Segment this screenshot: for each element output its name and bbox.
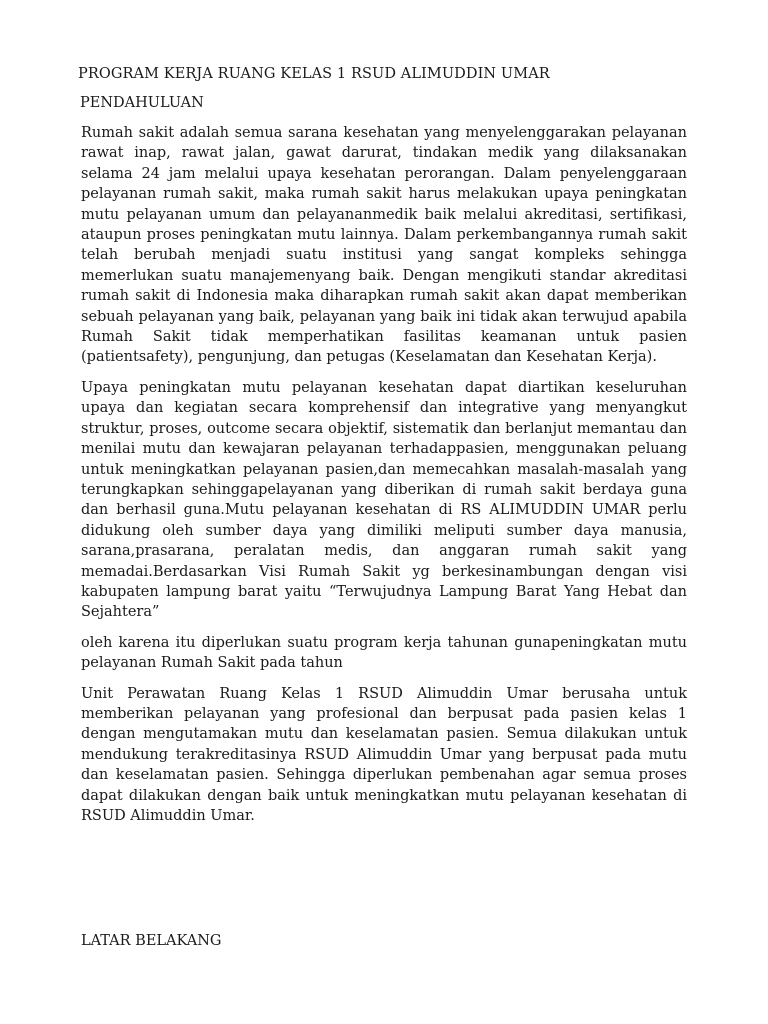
section-heading-pendahuluan: PENDAHULUAN [80,95,204,111]
paragraph-2: Upaya peningkatan mutu pelayanan kesehatan dapat diartikan keseluruhan upaya dan kegiatan secara komprehensif dan integrative yang menyangkut struktur, proses, outcome secara objektif, sistematik dan berlanjut memantau dan menilai mutu dan kewajaran pelayanan terhadappasien, menggunakan peluang untuk meningkatkan pelayanan pasien,dan memecahkan masalah-masalah yang terungkapkan sehinggapelayanan yang diberikan di rumah sakit berdaya guna dan berhasil guna.Mutu pelayanan kesehatan di RS ALIMUDDIN UMAR perlu didukung oleh sumber daya yang dimiliki meliputi sumber daya manusia, sarana,prasarana, peralatan medis, dan anggaran rumah sakit yang memadai.Berdasarkan Visi Rumah Sakit yg berkesinambungan dengan visi kabupaten lampung barat yaitu “Terwujudnya Lampung Barat Yang Hebat dan Sejahtera” [81,379,687,621]
section-heading-latar-belakang: LATAR BELAKANG [81,933,222,949]
document-body [81,123,687,836]
document-title: PROGRAM KERJA RUANG KELAS 1 RSUD ALIMUDDIN UMAR [78,66,550,82]
paragraph-4: Unit Perawatan Ruang Kelas 1 RSUD Alimuddin Umar berusaha untuk memberikan pelayanan yang profesional dan berpusat pada pasien kelas 1 dengan mengutamakan mutu dan keselamatan pasien. Semua dilakukan untuk mendukung terakreditasinya RSUD Alimuddin Umar yang berpusat pada mutu dan keselamatan pasien. Sehingga diperlukan pembenahan agar semua proses dapat dilakukan dengan baik untuk meningkatkan mutu pelayanan kesehatan di RSUD Alimuddin Umar. [81,685,687,824]
paragraph-3: oleh karena itu diperlukan suatu program kerja tahunan gunapeningkatan mutu pelayanan Rumah Sakit pada tahun [81,634,687,672]
paragraph-1: Rumah sakit adalah semua sarana kesehatan yang menyelenggarakan pelayanan rawat inap, rawat jalan, gawat darurat, tindakan medik yang dilaksanakan selama 24 jam melalui upaya kesehatan perorangan. Dalam penyelenggaraan pelayanan rumah sakit, maka rumah sakit harus melakukan upaya peningkatan mutu pelayanan umum dan pelayananmedik baik melalui akreditasi, sertifikasi, ataupun proses peningkatan mutu lainnya. Dalam perkembangannya rumah sakit telah berubah menjadi suatu institusi yang sangat kompleks sehingga memerlukan suatu manajemenyang baik. Dengan mengikuti standar akreditasi rumah sakit di Indonesia maka diharapkan rumah sakit akan dapat memberikan sebuah pelayanan yang baik, pelayanan yang baik ini tidak akan terwujud apabila Rumah Sakit tidak memperhatikan fasilitas keamanan untuk pasien (patientsafety), pengunjung, dan petugas (Keselamatan dan Kesehatan Kerja). [81,125,687,366]
